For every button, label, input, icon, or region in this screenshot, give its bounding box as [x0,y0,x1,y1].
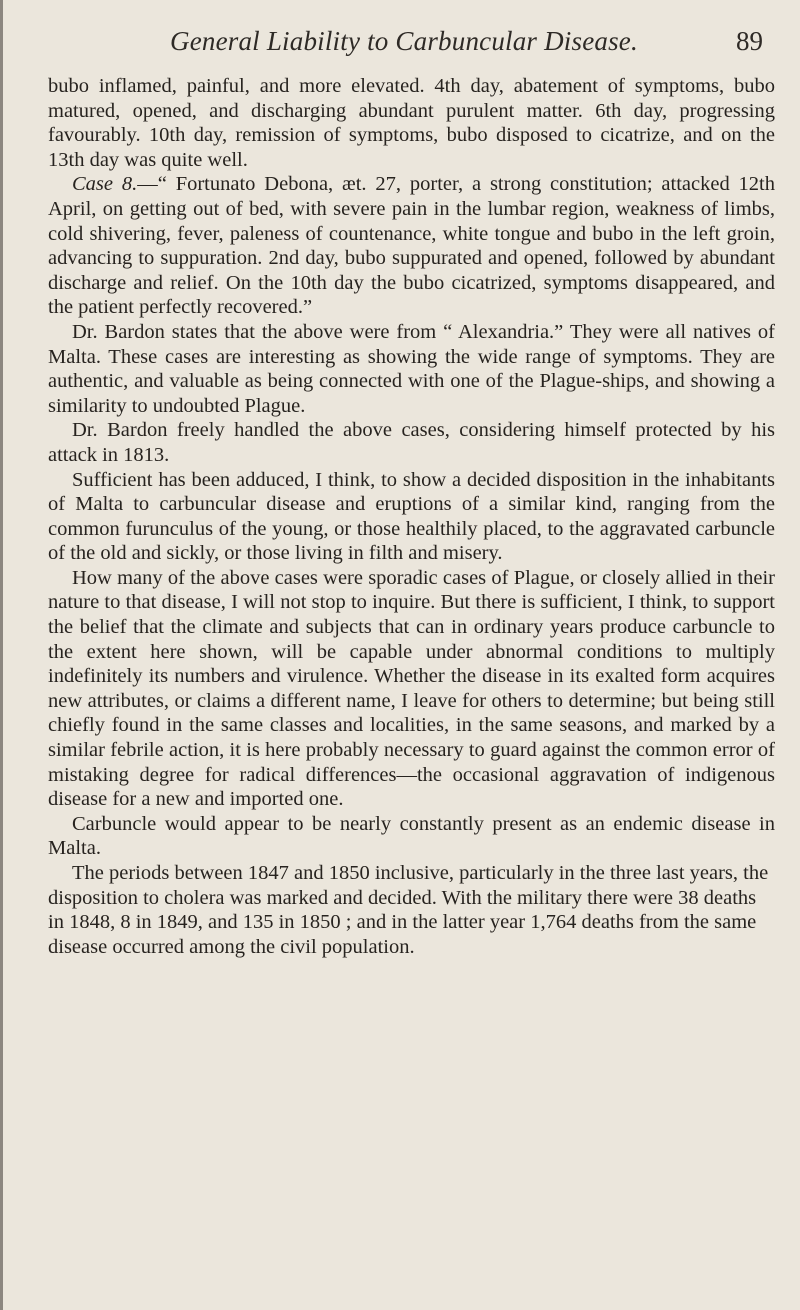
paragraph-cholera-periods: The periods between 1847 and 1850 inclusive, particularly in the three last years, the disposition to cholera was marked and decided. With the military there were 38 deaths in 1848, 8 in 1849, and 135 in 1850 ; and in the latter year 1,764 deaths from the same disease occurred among the civil population. [48,862,769,958]
running-title: General Liability to Carbuncular Disease. [170,26,638,56]
paragraph-bubo-continuation: bubo inflamed, painful, and more elevated. 4th day, abatement of symptoms, bubo matured, opened, and discharging abundant purulent matter. 6th day, progressing favourably. 10th day, remission of symptoms, bubo disposed to cicatrize, and on the 13th day was quite well. [48,75,775,171]
paragraph-endemic: Carbuncle would appear to be nearly constantly present as an endemic disease in Malta. [48,812,775,860]
case-8-text: —“ Fortunato Debona, æt. 27, porter, a strong constitution; attacked 12th April, on getting out of bed, with severe pain in the lumbar region, weakness of limbs, cold shivering, fever, paleness of countenance, white tongue and bubo in the left groin, advancing to suppuration. 2nd day, bubo suppurated and opened, followed by abundant discharge and relief. On the 10th day the bubo cicatrized, symptoms disappeared, and the patient perfectly recovered.” [48,173,776,319]
paragraph-sufficient: Sufficient has been adduced, I think, to show a decided disposition in the inhabitants of Malta to carbuncular disease and eruptions of a similar kind, ranging from the common furunculus of the young, or those healthily placed, to the aggravated carbuncle of the old and sickly, or those living in filth and misery. [48,468,775,565]
page-edge-shadow [0,0,3,1310]
paragraph-bardon-states: Dr. Bardon states that the above were from “ Alexandria.” They were all natives of Malta. These cases are interesting as showing the wide range of symptoms. They are authentic, and valuable as being connected with one of the Plague-ships, and showing a similarity to undoubted Plague. [48,320,775,417]
paragraph-bardon-handled: Dr. Bardon freely handled the above cases, considering himself protected by his attack in 1813. [48,419,775,466]
paragraph-case-8 [48,172,775,320]
case-label: Case 8. [72,173,138,196]
body-text [48,74,775,959]
page-number: 89 [736,26,763,56]
paragraph-sporadic-cases: How many of the above cases were sporadic cases of Plague, or closely allied in their nature to that disease, I will not stop to inquire. But there is sufficient, I think, to support the belief that the climate and subjects that can in ordinary years produce carbuncle to the extent here shown, will be capable under abnormal conditions to multiply indefinitely its numbers and virulence. Whether the disease in its exalted form acquires new attributes, or claims a different name, I leave for others to determine; but being still chiefly found in the same classes and localities, in the same seasons, and marked by a similar febrile action, it is here probably necessary to guard against the common error of mistaking degree for radical differences—the occasional aggravation of indigenous disease for a new and imported one. [48,566,775,811]
